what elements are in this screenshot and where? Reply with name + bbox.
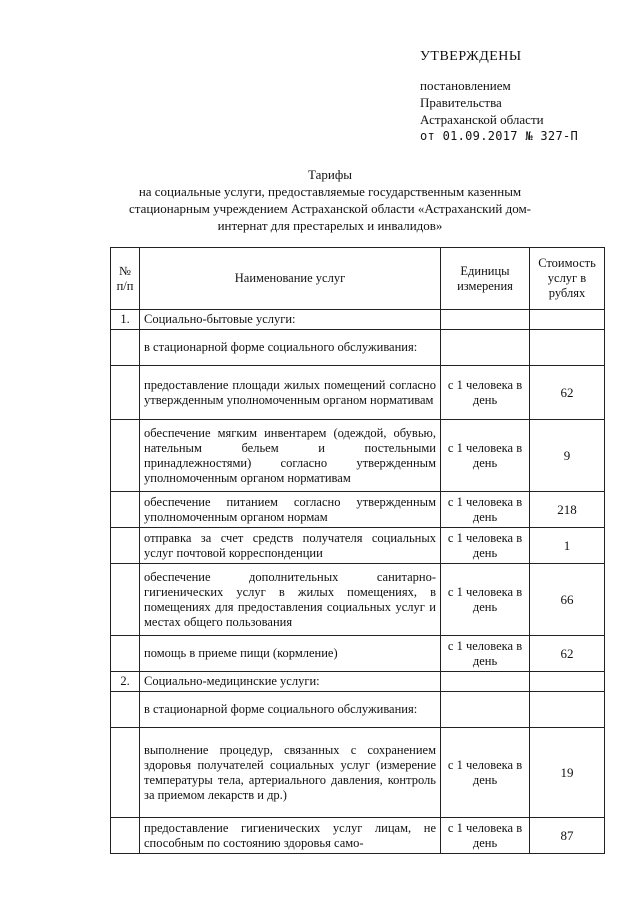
cell-unit: с 1 человека в день (441, 636, 530, 672)
cell-unit: с 1 человека в день (441, 420, 530, 492)
header-name: Наименование услуг (140, 248, 441, 310)
cell-num: 1. (111, 310, 140, 330)
cell-unit (441, 310, 530, 330)
table-row (111, 728, 605, 818)
table-row (111, 420, 605, 492)
cell-num: 2. (111, 672, 140, 692)
cell-name: выполнение процедур, связанных с сохранением здоровья получателей социальных услуг (измерение температуры тела, артериального давления, контроль за приемом лекарств и др.) (140, 728, 441, 818)
cell-unit (441, 672, 530, 692)
table-header-row (111, 248, 605, 310)
table-row (111, 492, 605, 528)
cell-name: предоставление площади жилых помещений согласно утвержденным уполномоченным органом нормативам (140, 366, 441, 420)
document-title-block (120, 166, 540, 234)
cell-price: 218 (530, 492, 605, 528)
table-section-row (111, 310, 605, 330)
cell-price: 9 (530, 420, 605, 492)
tariffs-table (110, 247, 605, 854)
cell-price (530, 692, 605, 728)
cell-price (530, 310, 605, 330)
document-subtitle: на социальные услуги, предоставляемые государственным казенным стационарным учреждением Астраханской области «Астраханский дом-интернат для престарелых и инвалидов» (128, 184, 532, 233)
cell-name: помощь в приеме пищи (кормление) (140, 636, 441, 672)
cell-num (111, 330, 140, 366)
cell-unit: с 1 человека в день (441, 528, 530, 564)
header-price: Стоимость услуг в рублях (530, 248, 605, 310)
table-row (111, 564, 605, 636)
table-section-row (111, 672, 605, 692)
table-row (111, 366, 605, 420)
cell-num (111, 636, 140, 672)
approval-block (420, 48, 578, 145)
cell-num (111, 564, 140, 636)
cell-price: 62 (530, 636, 605, 672)
cell-unit: с 1 человека в день (441, 492, 530, 528)
cell-price: 66 (530, 564, 605, 636)
cell-price: 87 (530, 818, 605, 854)
table-row (111, 636, 605, 672)
cell-name: обеспечение мягким инвентарем (одеждой, обувью, нательным бельем и постельными принадлежностями) согласно утвержденным уполномоченным органом нормативам (140, 420, 441, 492)
cell-unit: с 1 человека в день (441, 728, 530, 818)
cell-num (111, 728, 140, 818)
cell-num (111, 420, 140, 492)
cell-num (111, 528, 140, 564)
cell-price: 1 (530, 528, 605, 564)
document-title: Тарифы (307, 167, 352, 182)
table-row (111, 528, 605, 564)
cell-unit: с 1 человека в день (441, 818, 530, 854)
cell-unit (441, 330, 530, 366)
cell-name: обеспечение дополнительных санитарно-гигиенических услуг в жилых помещениях, в помещениях для предоставления социальных услуг и местах общего пользования (140, 564, 441, 636)
cell-unit: с 1 человека в день (441, 366, 530, 420)
cell-price (530, 330, 605, 366)
cell-name: Социально-бытовые услуги: (140, 310, 441, 330)
table-row (111, 818, 605, 854)
cell-num (111, 818, 140, 854)
cell-unit (441, 692, 530, 728)
header-num: № п/п (111, 248, 140, 310)
cell-price (530, 672, 605, 692)
table-row (111, 330, 605, 366)
cell-price: 19 (530, 728, 605, 818)
table-row (111, 692, 605, 728)
approval-line: Правительства (420, 95, 502, 110)
header-unit: Единицы измерения (441, 248, 530, 310)
cell-price: 62 (530, 366, 605, 420)
cell-name: в стационарной форме социального обслуживания: (140, 692, 441, 728)
cell-unit: с 1 человека в день (441, 564, 530, 636)
decree-date-number: от 01.09.2017 № 327-П (420, 129, 579, 143)
approval-heading: УТВЕРЖДЕНЫ (420, 49, 522, 64)
cell-name: предоставление гигиенических услуг лицам, не способным по состоянию здоровья само- (140, 818, 441, 854)
cell-name: Социально-медицинские услуги: (140, 672, 441, 692)
cell-num (111, 692, 140, 728)
cell-name: в стационарной форме социального обслуживания: (140, 330, 441, 366)
cell-num (111, 366, 140, 420)
cell-num (111, 492, 140, 528)
cell-name: обеспечение питанием согласно утвержденным уполномоченным органом нормам (140, 492, 441, 528)
cell-name: отправка за счет средств получателя социальных услуг почтовой корреспонденции (140, 528, 441, 564)
approval-line: постановлением (420, 78, 511, 93)
approval-line: Астраханской области (420, 112, 544, 127)
